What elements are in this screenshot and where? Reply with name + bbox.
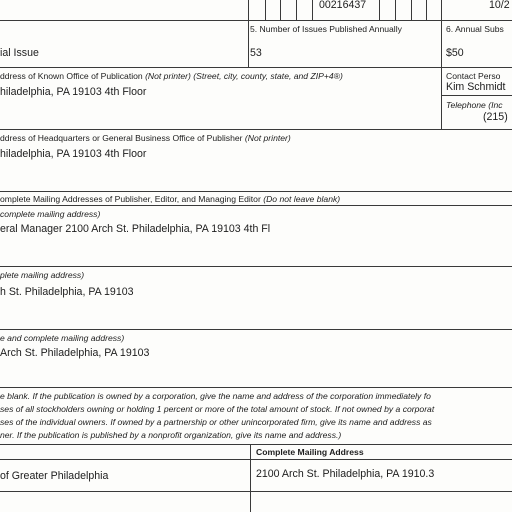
owner-instructions-line: e blank. If the publication is owned by a corporation, give the name and address of the corporation immediately fo <box>0 391 431 401</box>
rule <box>0 129 512 130</box>
telephone-label: Telephone (Inc <box>446 100 503 110</box>
filing-date: 10/2 <box>489 0 510 11</box>
divider <box>426 0 427 20</box>
managing-editor-address-value: Arch St. Philadelphia, PA 19103 <box>0 347 150 359</box>
owner-instructions-line: ses of the individual owners. If owned by a partnership or other unincorporated firm, give its name and address as <box>0 417 432 427</box>
contact-person-label: Contact Perso <box>446 71 501 81</box>
publisher-address-value: eral Manager 2100 Arch St. Philadelphia, PA 19103 4th Fl <box>0 223 271 235</box>
divider <box>379 0 380 20</box>
rule <box>441 95 512 96</box>
managing-editor-address-label: e and complete mailing address) <box>0 333 125 343</box>
owner-instructions-line: ses of all stockholders owning or holding 1 percent or more of the total amount of stock. If not owned by a corporat <box>0 404 435 414</box>
owner-instructions-line: ner. If the publication is published by a nonprofit organization, give its name and address.) <box>0 430 342 440</box>
headquarters-label: ddress of Headquarters or General Business Office of Publisher (Not printer) <box>0 133 291 143</box>
issue-frequency-value: ial Issue <box>0 47 39 59</box>
editor-address-label: plete mailing address) <box>0 270 85 280</box>
office-address-value: hiladelphia, PA 19103 4th Floor <box>0 86 147 98</box>
divider <box>248 0 249 20</box>
rule <box>0 491 512 492</box>
divider <box>280 0 281 20</box>
divider <box>248 20 249 68</box>
rule <box>0 329 512 330</box>
publication-number: 00216437 <box>319 0 367 11</box>
rule <box>0 191 512 192</box>
rule <box>0 67 512 68</box>
rule <box>0 20 512 21</box>
publisher-address-label: complete mailing address) <box>0 209 101 219</box>
office-address-label: ddress of Known Office of Publication (Not printer) (Street, city, county, state, and ZIP+4®) <box>0 71 343 81</box>
editor-address-value: h St. Philadelphia, PA 19103 <box>0 286 134 298</box>
headquarters-value: hiladelphia, PA 19103 4th Floor <box>0 148 147 160</box>
divider <box>441 0 442 20</box>
contact-person-value: Kim Schmidt <box>446 81 506 93</box>
divider <box>411 0 412 20</box>
telephone-value: (215) <box>483 111 508 123</box>
divider <box>265 0 266 20</box>
issues-per-year-label: 5. Number of Issues Published Annually <box>250 24 402 34</box>
subscription-price-label: 6. Annual Subs <box>446 24 504 34</box>
subscription-price-value: $50 <box>446 47 464 59</box>
divider <box>441 20 442 130</box>
rule <box>0 205 512 206</box>
divider <box>395 0 396 20</box>
owner-name-value: of Greater Philadelphia <box>0 470 109 482</box>
rule <box>0 444 512 445</box>
issues-per-year-value: 53 <box>250 47 262 59</box>
rule <box>0 459 512 460</box>
divider <box>250 444 251 512</box>
mailing-addresses-label: omplete Mailing Addresses of Publisher, Editor, and Managing Editor (Do not leave blank) <box>0 194 341 204</box>
address-column-header: Complete Mailing Address <box>256 447 364 457</box>
divider <box>296 0 297 20</box>
rule <box>0 266 512 267</box>
rule <box>0 387 512 388</box>
divider <box>312 0 313 20</box>
owner-address-value: 2100 Arch St. Philadelphia, PA 1910.3 <box>256 468 435 480</box>
